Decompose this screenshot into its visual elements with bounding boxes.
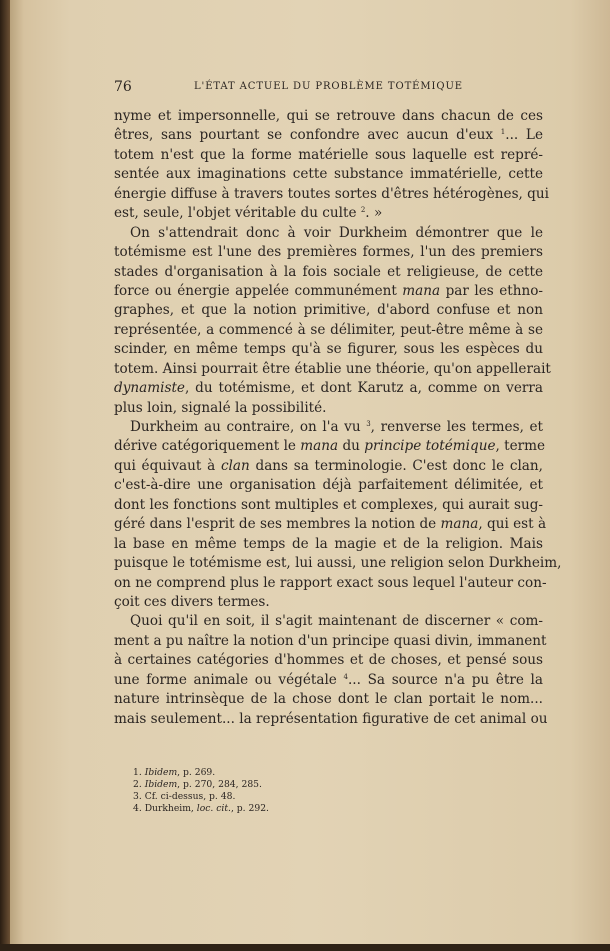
text-segment: stades d'organisation à la fois sociale et religieuse, de cette: [114, 263, 543, 280]
footnote-reference[interactable]: 4: [343, 672, 348, 681]
text-line: [114, 185, 549, 204]
text-segment: totem n'est que la forme matérielle sous laquelle est repré-: [114, 146, 543, 163]
text-segment: , p. 269.: [177, 767, 216, 778]
italic-text: principe totémique: [364, 438, 496, 455]
footnotes: [133, 767, 269, 815]
footnote: [133, 767, 269, 779]
footnote-number: 3.: [133, 791, 145, 802]
text-segment: dont les fonctions sont multiples et complexes, qui aurait sug-: [114, 496, 543, 513]
text-segment: Durkheim au contraire, on l'a vu: [130, 419, 367, 435]
italic-text: Ibidem: [144, 779, 178, 790]
text-segment: une forme animale ou végétale: [114, 671, 344, 688]
text-segment: êtres, sans pourtant se confondre avec aucun d'eux: [114, 127, 501, 144]
text-segment: c'est-à-dire une organisation déjà parfaitement délimitée, et: [114, 477, 543, 494]
italic-text: Ibidem: [144, 767, 178, 778]
text-segment: ... Sa source n'a pu être la: [347, 671, 543, 688]
text-segment: , p. 292.: [230, 803, 269, 814]
text-line: [114, 496, 543, 515]
text-segment: géré dans l'esprit de ses membres la notion de: [114, 516, 441, 533]
footnote: [133, 779, 269, 791]
text-segment: graphes, et que la notion primitive, d'abord confuse et non: [114, 302, 543, 319]
text-segment: , du totémisme, et dont Karutz a, comme on verra: [184, 380, 543, 397]
text-segment: on ne comprend plus le rapport exact sous lequel l'auteur con-: [114, 574, 547, 591]
text-segment: On s'attendrait donc à voir Durkheim démontrer que le: [130, 224, 543, 241]
text-line: [114, 593, 543, 612]
text-segment: scinder, en même temps qu'à se figurer, sous les espèces du: [114, 341, 543, 358]
text-line: [114, 340, 543, 359]
text-line: [114, 282, 543, 301]
book-binding-edge: [0, 0, 10, 951]
italic-text: dynamiste: [114, 380, 185, 397]
text-segment: par les ethno-: [440, 282, 543, 299]
text-line: [114, 399, 543, 418]
text-line: [114, 204, 543, 223]
text-segment: la base en même temps de la magie et de la religion. Mais: [114, 535, 543, 552]
text-line: [114, 554, 562, 573]
running-title: L'ÉTAT ACTUEL DU PROBLÈME TOTÉMIQUE: [194, 81, 463, 92]
text-line: [114, 243, 543, 262]
text-line: [114, 651, 543, 670]
text-line: [114, 263, 543, 282]
text-line: [114, 224, 543, 243]
text-segment: sentée aux imaginations cette substance immatérielle, cette: [114, 166, 543, 183]
text-segment: force ou énergie appelée communément: [114, 282, 403, 299]
footnote-number: 1.: [133, 767, 145, 778]
italic-text: mana: [402, 282, 441, 299]
body-text: [114, 107, 562, 729]
text-line: [114, 476, 543, 495]
text-line: [114, 437, 546, 456]
text-line: [114, 360, 551, 379]
text-line: [114, 574, 547, 593]
text-line: [114, 126, 543, 145]
text-segment: nyme et impersonnelle, qui se retrouve dans chacun de ces: [114, 108, 543, 124]
text-line: [114, 301, 543, 320]
text-line: [114, 379, 543, 398]
footnote-number: 2.: [133, 779, 145, 790]
text-segment: représentée, a commencé à se délimiter, peut-être même à se: [114, 321, 543, 338]
footnote: [133, 803, 269, 815]
text-line: [114, 612, 543, 631]
text-line: [114, 690, 543, 709]
text-line: [114, 321, 543, 340]
text-segment: totem. Ainsi pourrait être établie une théorie, qu'on appellerait: [114, 360, 551, 377]
italic-text: mana: [440, 516, 479, 533]
footnote-reference[interactable]: 1: [500, 128, 506, 137]
italic-text: clan: [220, 457, 250, 474]
text-line: [114, 710, 548, 729]
text-segment: mais seulement... la représentation figurative de cet animal ou: [114, 710, 548, 727]
text-segment: dans sa terminologie. C'est donc le clan,: [249, 457, 543, 474]
text-line: [114, 457, 543, 476]
text-segment: dérive catégoriquement le: [114, 438, 301, 455]
page-bottom-edge: [0, 944, 610, 951]
text-segment: , qui est à: [478, 516, 547, 533]
text-segment: nature intrinsèque de la chose dont le clan portait le nom...: [114, 691, 543, 708]
text-segment: totémisme est l'une des premières formes, l'un des premiers: [114, 244, 543, 261]
text-segment: à certaines catégories d'hommes et de choses, et pensé sous: [114, 652, 543, 669]
text-line: [114, 107, 543, 126]
italic-text: loc. cit.: [196, 803, 231, 814]
text-segment: çoit ces divers termes.: [114, 593, 270, 610]
text-segment: , renverse les termes, et: [370, 419, 543, 435]
text-segment: ment a pu naître la notion d'un principe quasi divin, immanent: [114, 632, 547, 649]
text-segment: Quoi qu'il en soit, il s'agit maintenant de discerner « com-: [130, 613, 543, 630]
footnote-reference[interactable]: 3: [366, 420, 371, 428]
text-segment: qui équivaut à: [114, 457, 221, 474]
text-segment: du: [338, 438, 365, 455]
text-line: [114, 632, 547, 651]
text-segment: Cf. ci-dessus, p. 48.: [144, 791, 236, 802]
text-segment: Durkheim,: [144, 803, 197, 814]
page-header: [114, 79, 543, 97]
text-line: [114, 535, 543, 554]
text-segment: énergie diffuse à travers toutes sortes d'êtres hétérogènes, qui: [114, 185, 549, 202]
page-number: 76: [114, 79, 132, 95]
footnote: [133, 791, 269, 803]
text-segment: . »: [365, 205, 383, 222]
footnote-number: 4.: [133, 803, 145, 814]
text-line: [114, 165, 543, 184]
italic-text: mana: [300, 438, 339, 455]
text-segment: , p. 270, 284, 285.: [177, 779, 262, 790]
footnote-reference[interactable]: 2: [360, 206, 366, 215]
text-line: [114, 418, 543, 437]
text-segment: plus loin, signalé la possibilité.: [114, 399, 327, 416]
text-line: [114, 515, 547, 534]
text-segment: est, seule, l'objet véritable du culte: [114, 205, 361, 222]
text-segment: puisque le totémisme est, lui aussi, une religion selon Durkheim,: [114, 555, 562, 572]
text-segment: , terme: [495, 438, 546, 455]
text-line: [114, 146, 543, 165]
text-segment: ... Le: [505, 127, 543, 144]
text-line: [114, 671, 543, 690]
